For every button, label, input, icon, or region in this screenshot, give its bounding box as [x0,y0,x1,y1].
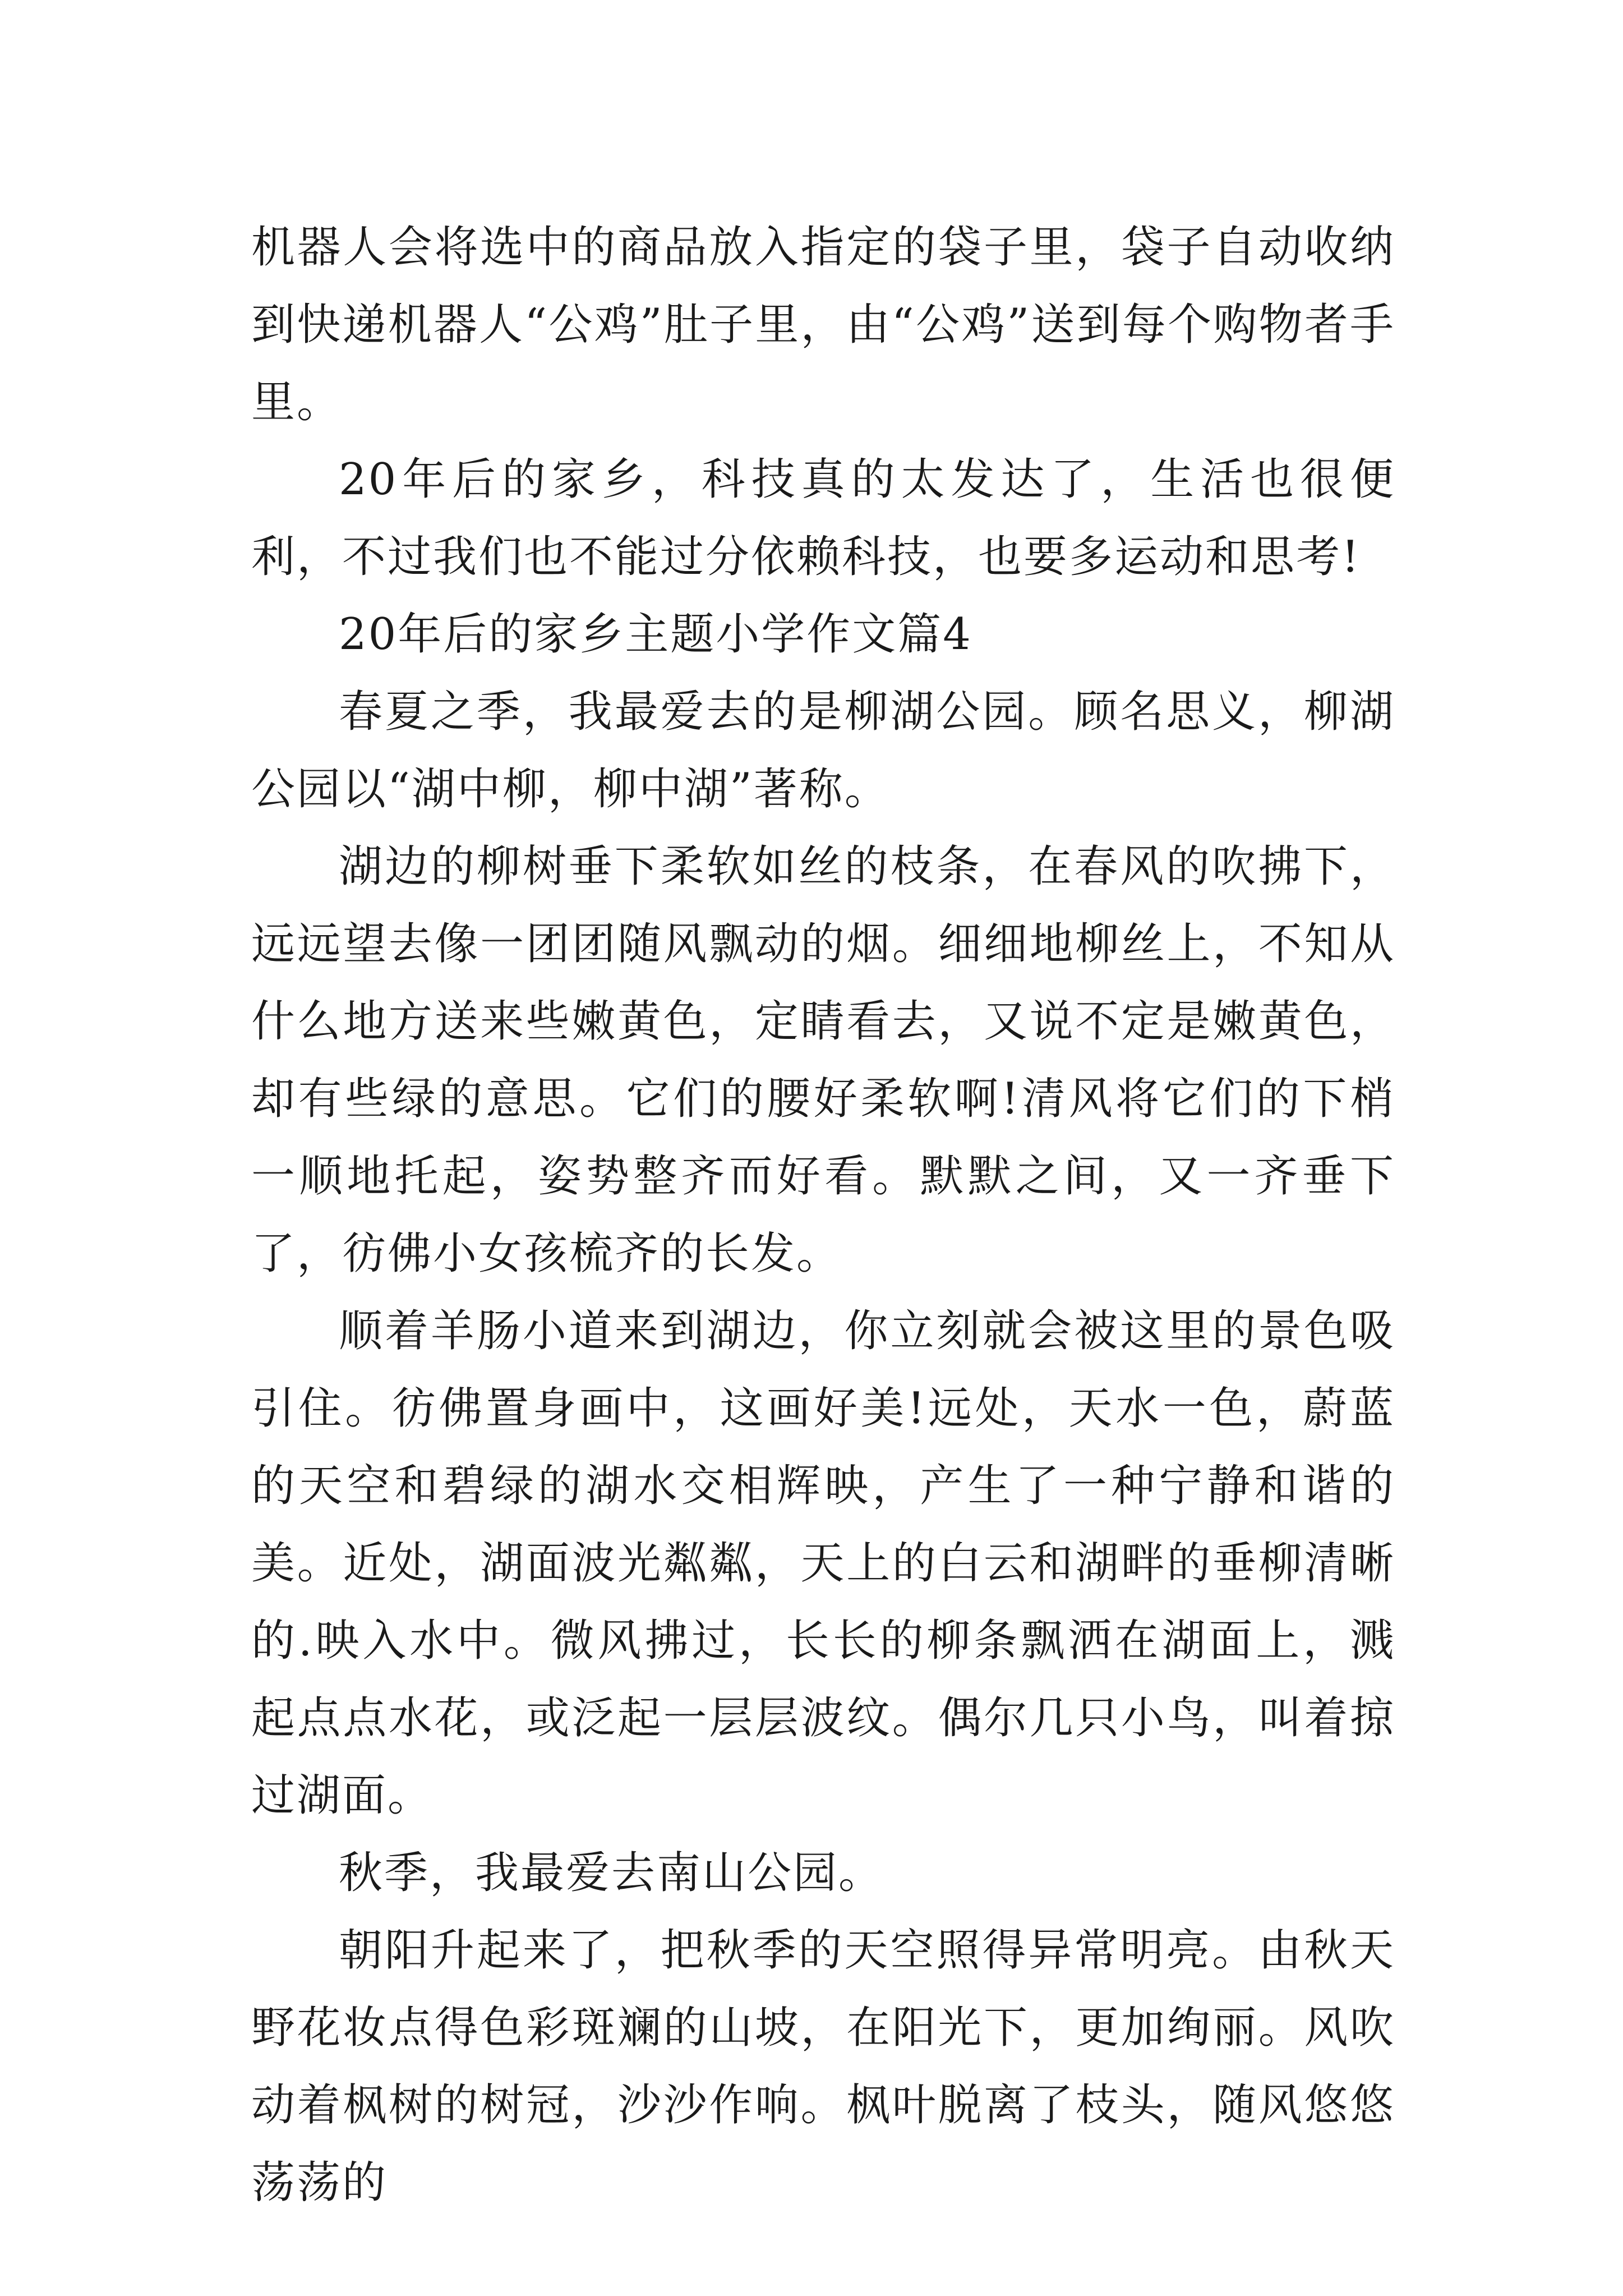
paragraph-1: 机器人会将选中的商品放入指定的袋子里，袋子自动收纳到快递机器人“公鸡”肚子里，由“公鸡”送到每个购物者手里。 [251,222,1395,427]
paragraph-3: 春夏之季，我最爱去的是柳湖公园。顾名思义，柳湖公园以“湖中柳，柳中湖”著称。 [251,687,1395,815]
paragraph-5: 顺着羊肠小道来到湖边，你立刻就会被这里的景色吸引住。彷佛置身画中，这画好美!远处，天水一色，蔚蓝的天空和碧绿的湖水交相辉映，产生了一种宁静和谐的美。近处，湖面波光粼粼，天上的白云和湖畔的垂柳清晰的.映入水中。微风拂过，长长的柳条飘洒在湖面上，溅起点点水花，或泛起一层层波纹。偶尔几只小鸟，叫着掠过湖面。 [251,1306,1395,1821]
paragraph-4: 湖边的柳树垂下柔软如丝的枝条，在春风的吹拂下，远远望去像一团团随风飘动的烟。细细地柳丝上，不知从什么地方送来些嫩黄色，定睛看去，又说不定是嫩黄色，却有些绿的意思。它们的腰好柔软啊!清风将它们的下梢一顺地托起，姿势整齐而好看。默默之间，又一齐垂下了，彷佛小女孩梳齐的长发。 [251,841,1395,1279]
paragraph-6: 秋季，我最爱去南山公园。 [339,1848,884,1898]
paragraph-2: 20年后的家乡，科技真的太发达了，生活也很便利，不过我们也不能过分依赖科技，也要多运动和思考! [251,454,1395,582]
paragraph-7: 朝阳升起来了，把秋季的天空照得异常明亮。由秋天野花妆点得色彩斑斓的山坡，在阳光下，更加绚丽。风吹动着枫树的树冠，沙沙作响。枫叶脱离了枝头，随风悠悠荡荡的 [251,1925,1395,2208]
document-body [251,209,1395,2221]
section-heading: 20年后的家乡主题小学作文篇4 [339,609,972,660]
